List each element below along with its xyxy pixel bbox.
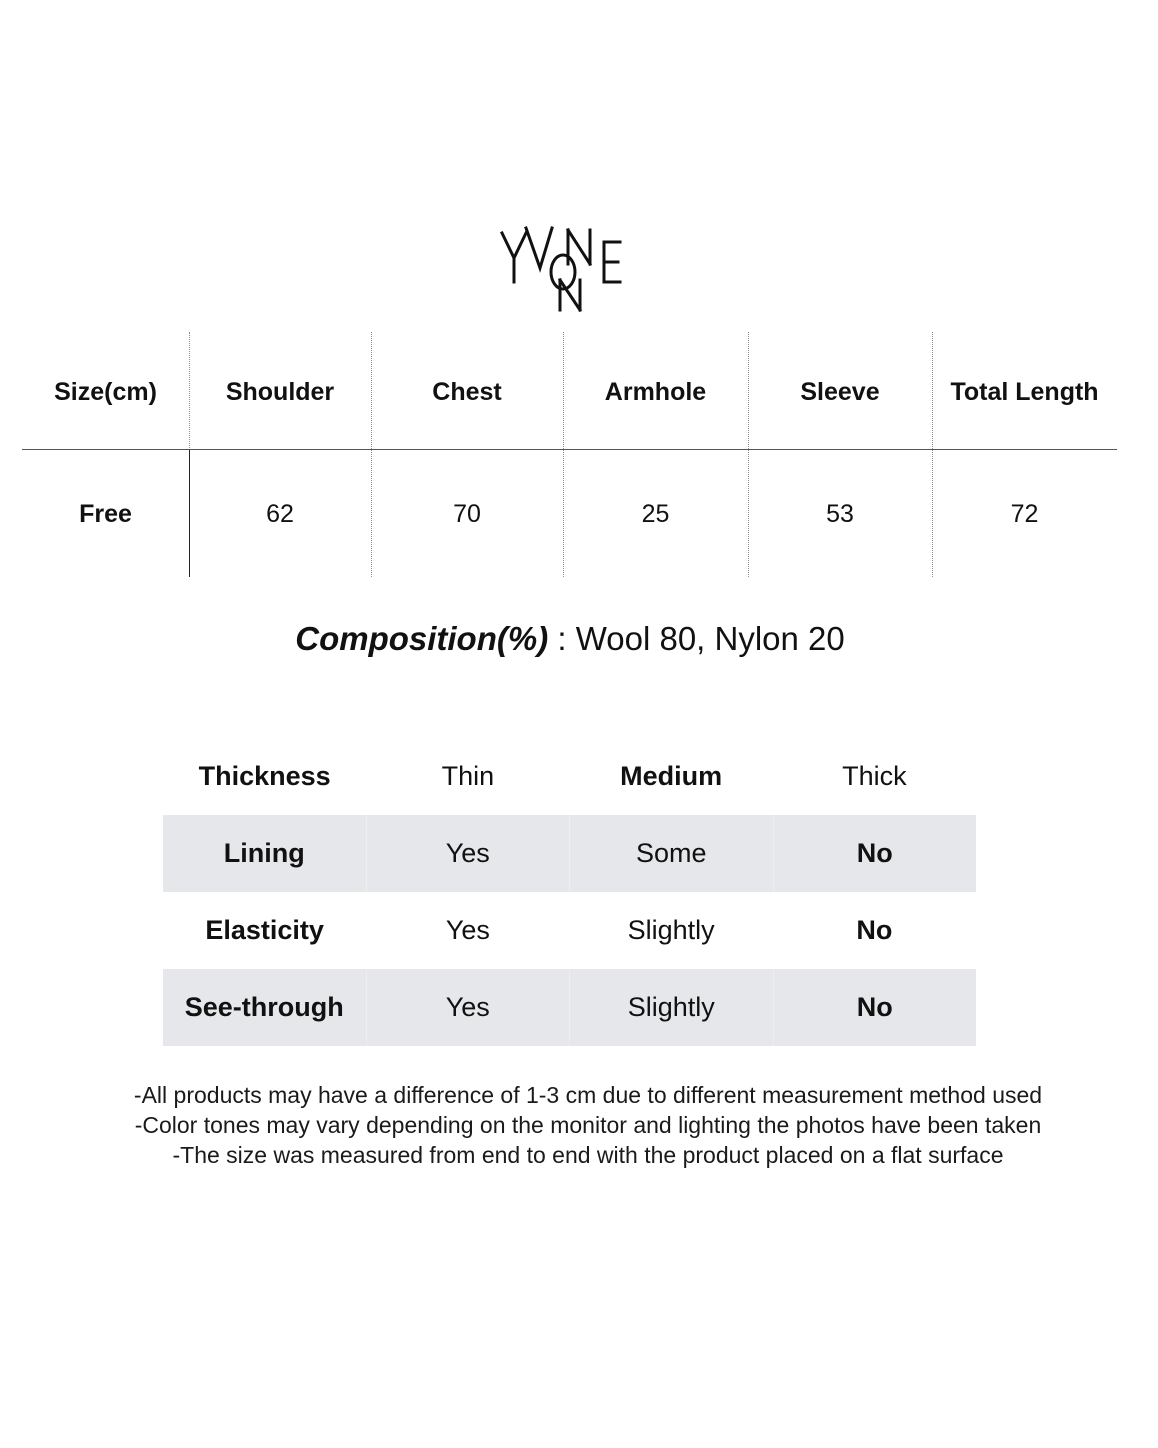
attribute-option: Yes <box>366 969 570 1046</box>
attribute-option: Yes <box>445 915 490 945</box>
attribute-label: Elasticity <box>205 915 324 945</box>
attribute-option-selected: No <box>773 815 977 892</box>
attribute-option-selected: No <box>773 969 977 1046</box>
attribute-option: Slightly <box>569 969 773 1046</box>
header-armhole: Armhole <box>604 377 707 406</box>
shoulder-value: 62 <box>266 499 294 528</box>
attribute-option-selected: Medium <box>620 761 723 791</box>
attribute-option: Some <box>569 815 773 892</box>
size-value: Free <box>79 499 132 528</box>
attribute-row-elasticity <box>163 892 976 969</box>
header-chest: Chest <box>432 377 502 406</box>
composition-line <box>0 620 1140 658</box>
attribute-row-lining <box>163 815 976 892</box>
chest-value: 70 <box>453 499 481 528</box>
note-line: -Color tones may vary depending on the monitor and lighting the photos have been taken <box>134 1112 1042 1138</box>
disclaimer-notes <box>0 1080 1158 1170</box>
attribute-label: Thickness <box>198 761 331 791</box>
header-size: Size(cm) <box>54 377 157 406</box>
composition-label: Composition(%) <box>295 620 549 657</box>
attribute-option: Yes <box>366 815 570 892</box>
brand-monogram-icon <box>496 218 646 318</box>
attribute-row-see-through <box>163 969 976 1046</box>
attribute-option: Thick <box>842 761 907 791</box>
attribute-row-thickness <box>163 738 976 815</box>
total-length-value: 72 <box>1010 499 1039 528</box>
attribute-option: Slightly <box>627 915 715 945</box>
header-total-length: Total Length <box>950 377 1099 406</box>
attribute-label: Lining <box>223 838 305 868</box>
attribute-option: Thin <box>441 761 495 791</box>
armhole-value: 25 <box>641 499 670 528</box>
sleeve-value: 53 <box>826 499 854 528</box>
composition-value: Wool 80, Nylon 20 <box>575 620 845 657</box>
header-shoulder: Shoulder <box>225 377 335 406</box>
size-table <box>22 332 1117 577</box>
brand-logo <box>496 218 646 318</box>
note-line: -All products may have a difference of 1-3 cm due to different measurement method used <box>133 1082 1043 1108</box>
attribute-option-selected: No <box>856 915 893 945</box>
fabric-attributes-table <box>163 738 976 1046</box>
header-sleeve: Sleeve <box>800 377 880 406</box>
attribute-label: See-through <box>184 992 344 1022</box>
header-divider <box>22 449 1117 450</box>
composition-separator: : <box>548 620 576 657</box>
note-line: -The size was measured from end to end with the product placed on a flat surface <box>172 1142 1004 1168</box>
